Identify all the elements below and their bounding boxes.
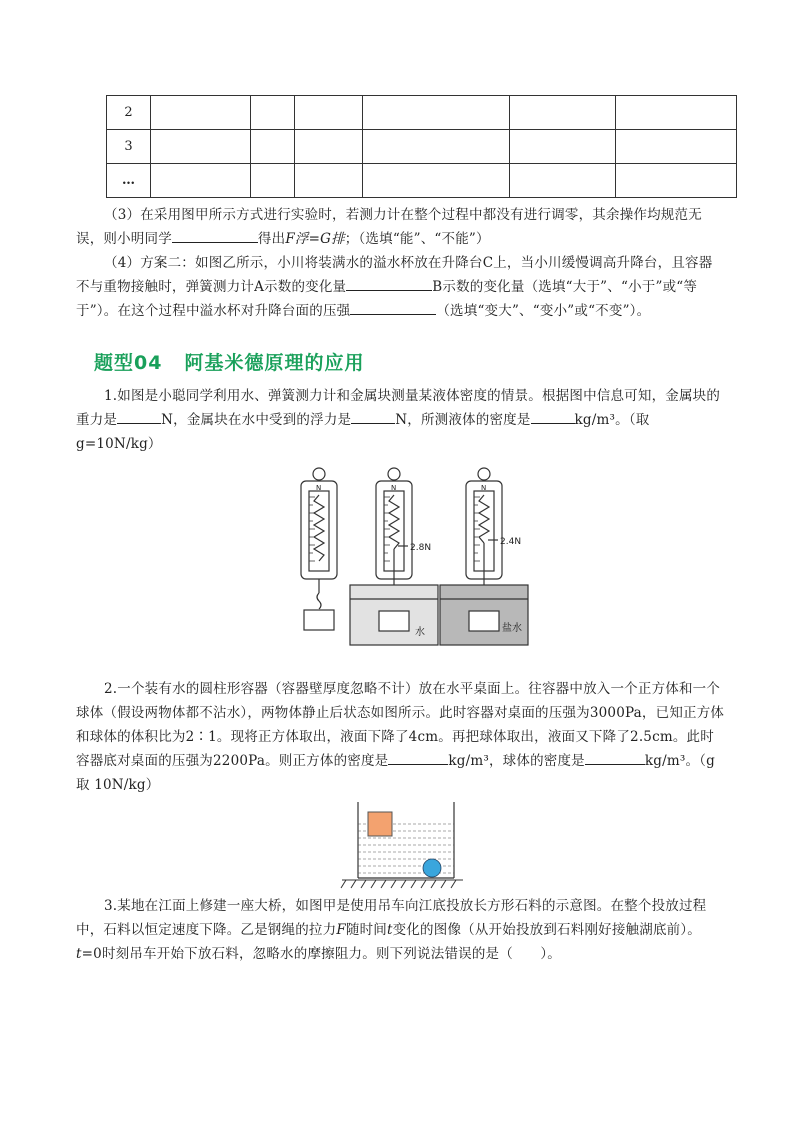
reading-label-2: 2.4N bbox=[500, 537, 522, 547]
row-number: 3 bbox=[107, 130, 151, 164]
container-figure bbox=[340, 800, 465, 890]
answer-blank[interactable] bbox=[117, 409, 161, 424]
spring-scale-figure bbox=[290, 465, 530, 660]
problem-2: 2.一个装有水的圆柱形容器（容器壁厚度忽略不计）放在水平桌面上。往容器中放入一个正方体和一个球体（假设两物体都不沾水），两物体静止后状态如图所示。此时容器对桌面的压强为3000Pa，已知正方体和球体的体积比为2∶1。现将正方体取出，液面下降了4cm。再把球体取出，液面又下降了2.5cm。此时容器底对桌面的压强为2200Pa。则正方体的密度是 kg/m³，球体的密度是 kg/m³。（g取 10N/kg） bbox=[76, 681, 725, 793]
row-number: … bbox=[107, 164, 151, 198]
answer-blank[interactable] bbox=[388, 750, 448, 765]
answer-blank[interactable] bbox=[585, 750, 645, 765]
salt-water-label: 盐水 bbox=[502, 623, 522, 634]
question-3: （3）在采用图甲所示方式进行实验时，若测力计在整个过程中都没有进行调零，其余操作均规范无误，则小明同学 得出F浮=G排；（选填“能”、“不能”） bbox=[76, 207, 702, 247]
cube bbox=[368, 812, 392, 836]
question-4: （4）方案二：如图乙所示，小川将装满水的溢水杯放在升降台C上，当小川缓慢调高升降台，且容器不与重物接触时，弹簧测力计A示数的变化量 B示数的变化量（选填“大于”、“小于”或“等于”）。在这个过程中溢水杯对升降台面的压强 （选填“变大”、“变小”或“不变”）。 bbox=[76, 255, 713, 319]
spring-scale-1 bbox=[301, 468, 337, 630]
answer-blank[interactable] bbox=[351, 409, 395, 424]
water-label: 水 bbox=[415, 627, 425, 638]
unit-letter: N bbox=[481, 484, 487, 492]
unit-letter: N bbox=[391, 484, 397, 492]
unit-letter: N bbox=[316, 484, 322, 492]
formula: F浮=G排 bbox=[285, 231, 345, 247]
table-row bbox=[107, 130, 737, 164]
problem-3: 3.某地在江面上修建一座大桥，如图甲是使用吊车向江底投放长方形石料的示意图。在整个投放过程中，石料以恒定速度下降。乙是钢绳的拉力F随时间t变化的图像（从开始投放到石料刚好接触湖底前）。t=0时刻吊车开始下放石料，忽略水的摩擦阻力。则下列说法错误的是（ ）。 bbox=[76, 898, 707, 962]
data-table bbox=[106, 95, 737, 198]
answer-blank[interactable] bbox=[172, 228, 258, 243]
reading-label-1: 2.8N bbox=[410, 543, 432, 553]
section-heading: 题型04 阿基米德原理的应用 bbox=[94, 352, 365, 374]
table-row bbox=[107, 164, 737, 198]
table-row bbox=[107, 96, 737, 130]
sphere bbox=[423, 859, 441, 877]
answer-blank[interactable] bbox=[350, 300, 436, 315]
row-number: 2 bbox=[107, 96, 151, 130]
answer-blank[interactable] bbox=[531, 409, 575, 424]
answer-blank[interactable] bbox=[346, 276, 432, 291]
problem-1: 1.如图是小聪同学利用水、弹簧测力计和金属块测量某液体密度的情景。根据图中信息可知，金属块的重力是 N，金属块在水中受到的浮力是 N，所测液体的密度是 kg/m³。（取 g=10N/kg） bbox=[76, 388, 721, 452]
